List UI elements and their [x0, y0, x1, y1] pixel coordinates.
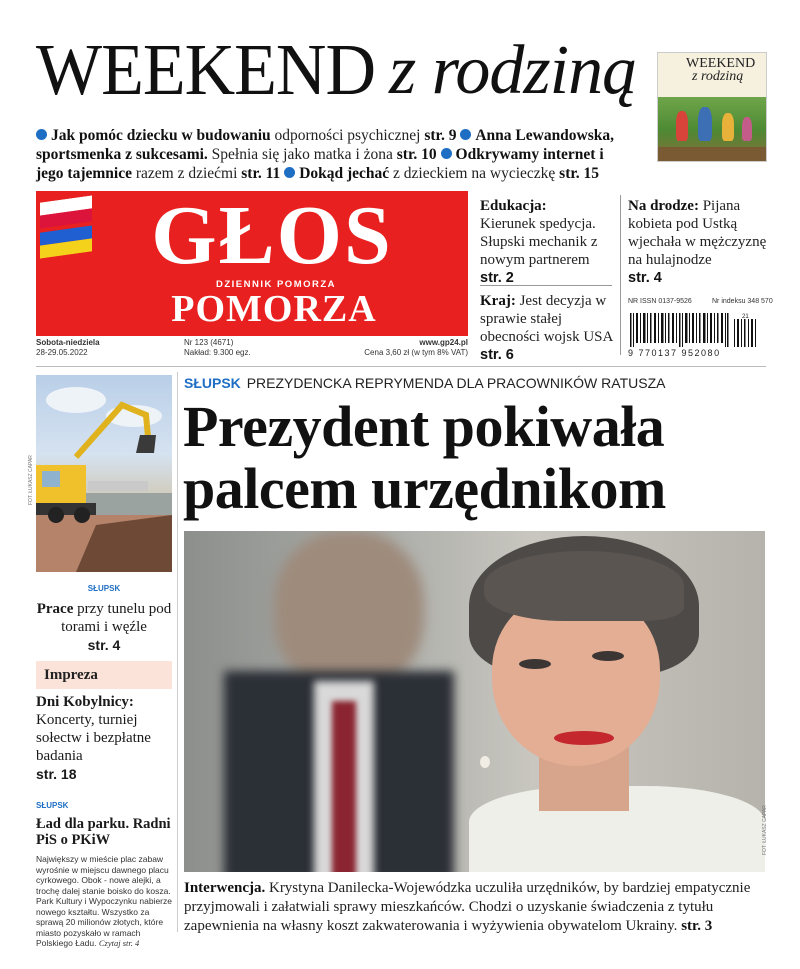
impreza-section-label: Impreza: [36, 661, 172, 689]
teaser-label: Kraj:: [480, 293, 516, 309]
weekend-title-word: WEEKEND: [36, 30, 376, 111]
teaser-body-text: Największy w mieście plac zabaw wyrośnie w miejscu dawnego placu cyrkowego. Obok - nowe alejki, a trochę dalej stanie boisko do kosza. Park Kultury i Wypoczynku nabierze nowego kształtu. Wszystko za sprawą 20 milionów złotych, które miasto pozyskało w ramach Polskiego Ładu.: [36, 854, 172, 948]
weekend-title: [36, 30, 637, 111]
teaser-page: str. 4: [87, 637, 121, 653]
mini-cover-title: [658, 53, 766, 83]
masthead-name-top: GŁOS: [151, 189, 393, 282]
teaser-bold: Dni Kobylnicy:: [36, 694, 134, 710]
teaser-bold[interactable]: Odkrywamy internet i jego tajemnice: [36, 146, 604, 182]
teaser-text: odporności psychicznej: [270, 127, 425, 144]
divider: [36, 366, 766, 367]
teaser-prace[interactable]: [36, 580, 172, 655]
masthead-subtitle: DZIENNIK POMORZA: [215, 279, 337, 290]
teaser-text: Spełnia się jako matka i żona: [207, 146, 397, 163]
teaser-bold: Prace: [36, 601, 74, 617]
index-number: Nr indeksu 348 570: [712, 298, 773, 305]
masthead-date: [36, 338, 100, 358]
barcode-issue-code: 21: [742, 314, 749, 320]
teaser-page: str. 10: [396, 146, 437, 163]
bullet-icon: [284, 167, 295, 178]
main-kicker-location: SŁUPSK: [184, 375, 241, 391]
masthead-name-bottom: POMORZA: [171, 288, 377, 330]
masthead: [36, 191, 468, 336]
main-kicker-text: PREZYDENCKA REPRYMENDA DLA PRACOWNIKÓW RATUSZA: [246, 375, 666, 391]
bullet-icon: [36, 129, 47, 140]
mini-cover-photo: [658, 97, 767, 162]
teaser-text: Pijana kobieta pod Ustką wjechała w mężczyznę na hulajnodze: [628, 198, 767, 268]
teaser-label: Na drodze:: [628, 198, 699, 214]
issn: NR ISSN 0137-9526: [628, 298, 692, 305]
teaser-page: str. 4: [628, 270, 662, 286]
teaser-dni-kobylnicy[interactable]: [36, 693, 172, 784]
caption-page[interactable]: str. 3: [681, 918, 713, 934]
teaser-text: Jest decyzja w sprawie stałej obecności wojsk USA: [480, 293, 614, 345]
weekend-teasers: [36, 126, 632, 183]
teaser-text: z dzieckiem na wycieczkę: [389, 165, 560, 182]
excavator-icon: [36, 375, 172, 572]
teaser-text: razem z dziećmi: [131, 165, 242, 182]
teaser-text: przy tunelu pod torami i węźle: [61, 601, 172, 635]
divider: [177, 372, 178, 932]
issn-line: [628, 298, 773, 305]
weekend-title-script: z rodziną: [389, 32, 637, 109]
website-link[interactable]: www.gp24.pl: [419, 338, 468, 347]
teaser-label: Edukacja:: [480, 198, 547, 214]
barcode-number: 9 770137 952080: [628, 348, 721, 358]
issue-circulation: Nakład: 9.300 egz.: [184, 348, 251, 357]
teaser-page: str. 6: [480, 347, 514, 363]
teaser-page: str. 9: [424, 127, 457, 144]
teaser-kicker: SŁUPSK: [87, 584, 121, 593]
main-headline[interactable]: Prezydent pokiwała palcem urzędnikom: [183, 394, 666, 521]
teaser-kicker: SŁUPSK: [36, 801, 69, 810]
poland-flag-icon: [40, 195, 92, 228]
teaser-body: [36, 854, 172, 949]
caption-text: Krystyna Danilecka-Wojewódzka uczuliła urzędników, by bardziej empatycznie przyjmowali i załatwiali sprawy mieszkańców. Chodzi o uzyskanie świadczenia z tytułu zapewnienia na własny koszt zakwaterowania i wyżywienia obywatelom Ukrainy.: [184, 880, 751, 934]
teaser-bold[interactable]: Jak pomóc dziecku w budowaniu: [51, 127, 271, 144]
construction-photo[interactable]: [36, 375, 172, 572]
teaser-edukacja[interactable]: [480, 197, 616, 287]
teaser-title: Ład dla parku. Radni PiS o PKiW: [36, 816, 171, 848]
teaser-page: str. 11: [241, 165, 281, 182]
divider: [620, 195, 621, 355]
issue-price: Cena 3,60 zł (w tym 8% VAT): [364, 348, 468, 357]
main-kicker: [184, 375, 665, 391]
main-photo[interactable]: [184, 531, 765, 872]
teaser-text: Koncerty, turniej sołectw i bezpłatne badania: [36, 712, 151, 764]
weekend-mini-cover[interactable]: [657, 52, 767, 162]
main-photo-credit: FOT. ŁUKASZ CAPAR: [762, 805, 768, 855]
teaser-page: str. 18: [36, 766, 77, 782]
teaser-text: Kierunek spedycja. Słupski mechanik z nowym partnerem: [480, 216, 598, 268]
issue-number: Nr 123 (4671): [184, 338, 234, 347]
teaser-kraj[interactable]: [480, 292, 616, 364]
teaser-bold[interactable]: Dokąd jechać: [299, 165, 390, 182]
barcode-icon: [630, 313, 758, 347]
left-photo-credit: FOT. ŁUKASZ CAPAR: [28, 455, 34, 505]
main-caption: [184, 879, 766, 936]
teaser-na-drodze[interactable]: [628, 197, 768, 287]
caption-bold: Interwencja.: [184, 880, 266, 896]
mini-cover-title-word: WEEKEND: [686, 56, 756, 71]
bullet-icon: [441, 148, 452, 159]
bullet-icon: [460, 129, 471, 140]
teaser-bold[interactable]: Anna Lewandowska, sportsmenka z sukcesami.: [36, 127, 615, 163]
ukraine-flag-icon: [40, 225, 92, 258]
teaser-page: str. 15: [559, 165, 600, 182]
issue-day: Sobota-niedziela: [36, 338, 100, 347]
teaser-page: str. 2: [480, 270, 514, 286]
teaser-park[interactable]: [36, 795, 172, 949]
masthead-issue: [184, 338, 251, 358]
read-more-link[interactable]: Czytaj str. 4: [98, 938, 140, 948]
flags: [40, 199, 92, 259]
issue-date: 28-29.05.2022: [36, 348, 88, 357]
mini-cover-title-script: z rodziną: [692, 69, 744, 84]
masthead-web-price: [330, 338, 468, 358]
